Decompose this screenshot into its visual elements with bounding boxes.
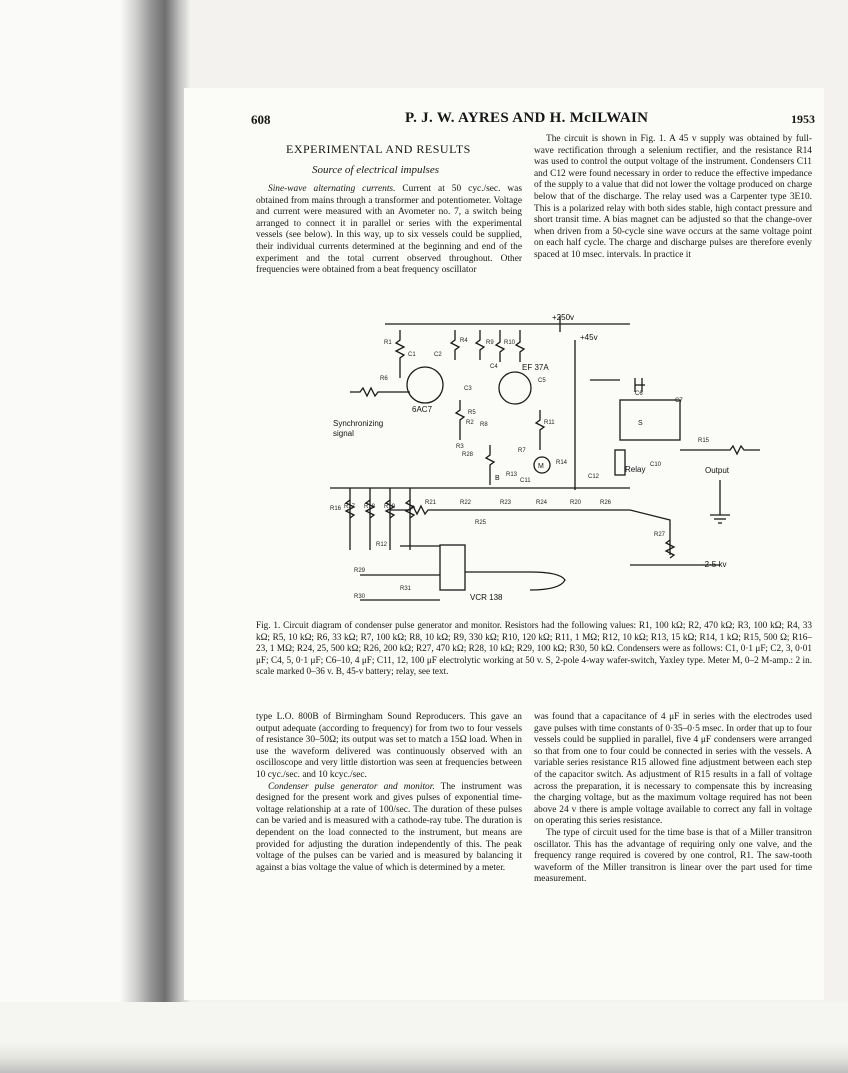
label-neg-kv: -2·5 kv [702, 560, 727, 569]
scan-left-edge [0, 0, 190, 1073]
label-r12: R12 [376, 542, 388, 548]
label-r10: R10 [504, 340, 516, 346]
label-r4: R4 [460, 338, 468, 344]
label-r25: R25 [475, 520, 487, 526]
label-r23: R23 [500, 500, 512, 506]
label-meter: M [538, 463, 544, 470]
label-r8: R8 [480, 422, 488, 428]
paragraph: The type of circuit used for the time base is that of a Miller transitron oscillator. This has the advantage of requiring only one valve, and the frequency range required is covered by one control, R1. The saw-tooth waveform of the Miller transitron is linear over the part used for time measurement. [534, 827, 812, 885]
paragraph: was found that a capacitance of 4 μF in series with the electrodes used gave pulses with time constants of 0·35–0·5 msec. In order that up to four vessels could be supplied in parallel, five 4 μF condensers were arranged so that from one to four could be connected in series with the vessels. A variable series resistance R15 allowed fine adjustment between each step of the capacitor switch. As adjustment of R15 results in a fall of voltage across the preparation, it is necessary to compensate this by increasing the charging voltage, but as the maximum voltage required has not been above 24 v there is ample voltage available to correct any fall in voltage on operating this series resistance. [534, 712, 812, 827]
paragraph-text: Current at 50 cyc./sec. was obtained from mains through a transformer and potentiometer. Voltage and current were measured with an Avometer no. 7, a switch being arranged to connect it in parallel or series with the experimental vessels (see below). In this way, up to six vessels could be supplied, their individual currents determined at the beginning and end of the experiment and the total current observed throughout. Other frequencies were obtained from a beat frequency oscillator [256, 184, 522, 276]
label-r17: R17 [344, 504, 356, 510]
subsection-title: Source of electrical impulses [312, 164, 439, 176]
label-c4: C4 [490, 364, 498, 370]
label-r18: R18 [364, 504, 376, 510]
paragraph-text: type L.O. 800B of Birmingham Sound Reproducers. This gave an output adequate (according to frequency) for from two to four vessels of resistance 30–50Ω; its output was set to match a 15Ω load. When in use the waveform delivered was continuously observed with an oscilloscope and very little distortion was seen at frequencies between 10 cyc./sec. and 10 kcyc./sec. [256, 712, 522, 780]
label-r22: R22 [460, 500, 472, 506]
paragraph-text: The instrument was designed for the present work and gives pulses of exponential time-voltage relationship at a rate of 100/sec. The duration of these pulses can be varied and is measured with a cathode-ray tube. The duration is dependent on the load connected to the instrument, but means are provided for adjusting the duration independently of this. The peak voltage of the pulses can be varied and is measured by balancing it against a bias voltage the value of which is determined by a meter. [256, 781, 522, 873]
label-r1: R1 [384, 340, 392, 346]
label-sync-2: signal [333, 429, 354, 438]
label-switch: S [638, 420, 643, 427]
left-column-top [256, 184, 522, 277]
paragraph [256, 712, 522, 782]
label-r14: R14 [556, 460, 568, 466]
label-r28: R28 [462, 452, 474, 458]
label-vcr138: VCR 138 [470, 593, 503, 602]
label-sync-1: Synchronizing [333, 419, 384, 428]
paragraph: The circuit is shown in Fig. 1. A 45 v supply was obtained by full-wave rectification through a selenium rectifier, and the resistance R14 was used to control the output voltage of the instrument. Condensers C11 and C12 were found necessary in order to reduce the effective impedance of the supply to a value that did not lower the voltage produced on charge below that of the discharge. The relay used was a Carpenter type 3E10. This is a polarized relay with both sides stable, high contact pressure and short transit time. A bias magnet can be adjusted so that the change-over when driven from a 50-cycle sine wave occurs at the same voltage point on each half cycle. The charge and discharge pulses are therefore evenly spaced at 10 msec. intervals. In practice it [534, 134, 812, 260]
paragraph [256, 184, 522, 277]
circuit-diagram [330, 310, 815, 615]
label-ef37a: EF 37A [522, 363, 549, 372]
label-r13: R13 [506, 472, 518, 478]
label-250v: +250v [552, 313, 575, 322]
label-c5: C5 [538, 378, 546, 384]
label-c7: C7 [675, 398, 683, 404]
label-r30: R30 [354, 594, 366, 600]
label-r20: R20 [570, 500, 582, 506]
label-r27: R27 [654, 532, 666, 538]
label-r3: R3 [456, 444, 464, 450]
right-column-bottom [534, 712, 812, 886]
running-header [245, 110, 815, 130]
label-r16: R16 [330, 506, 342, 512]
label-output: Output [705, 466, 730, 475]
year: 1953 [791, 112, 815, 126]
scan-bottom-edge [0, 1002, 848, 1073]
label-c2: C2 [434, 352, 442, 358]
label-c1: C1 [408, 352, 416, 358]
run-in-heading: Condenser pulse generator and monitor. [268, 781, 435, 792]
left-column-bottom [256, 712, 522, 874]
label-c12: C12 [588, 474, 600, 480]
label-c10: C10 [650, 462, 662, 468]
figure-caption: Fig. 1. Circuit diagram of condenser pulse generator and monitor. Resistors had the following values: R1, 100 kΩ; R2, 470 kΩ; R3, 100 kΩ; R4, 33 kΩ; R5, 10 kΩ; R6, 33 kΩ; R7, 100 kΩ; R8, 10 kΩ; R9, 330 kΩ; R10, 120 kΩ; R11, 1 MΩ; R12, 10 kΩ; R13, 15 kΩ; R14, 1 kΩ; R15, 500 Ω; R16–23, 1 MΩ; R24, 25, 500 kΩ; R26, 200 kΩ; R27, 470 kΩ; R28, 10 kΩ; R29, 100 kΩ; R30, 50 kΩ. Condensers were as follows: C1, 0·1 μF; C2, 3, 0·01 μF; C4, 5, 0·1 μF; C6–10, 4 μF; C11, 12, 100 μF electrolytic working at 50 v. S, 2-pole 4-way wafer-switch, Yaxley type. Meter M, 0–2 M-amp.: 2 in. scale marked 0–36 v. B, 45-v battery; relay, see text. [256, 620, 812, 676]
right-column-top [534, 134, 812, 262]
label-r19: R19 [384, 504, 396, 510]
label-6ac7: 6AC7 [412, 405, 433, 414]
label-c3: C3 [464, 386, 472, 392]
label-r24: R24 [536, 500, 548, 506]
label-r11: R11 [544, 420, 555, 426]
label-r7: R7 [518, 448, 526, 454]
run-in-heading: Sine-wave alternating currents. [268, 184, 396, 194]
label-45v: +45v [580, 333, 598, 342]
label-relay: Relay [625, 465, 646, 474]
label-r26: R26 [600, 500, 612, 506]
page-number: 608 [251, 112, 271, 127]
section-title: EXPERIMENTAL AND RESULTS [286, 142, 471, 156]
label-c11: C11 [520, 478, 531, 484]
label-r6: R6 [380, 376, 388, 382]
label-r2: R2 [466, 420, 474, 426]
label-r31: R31 [400, 586, 412, 592]
label-r5: R5 [468, 410, 476, 416]
label-r29: R29 [354, 568, 366, 574]
label-r21: R21 [425, 500, 437, 506]
author-line: P. J. W. AYRES AND H. McILWAIN [405, 110, 649, 126]
label-r15: R15 [698, 438, 710, 444]
label-battery: B [495, 475, 500, 482]
paragraph [256, 782, 522, 875]
label-c6: C6 [635, 391, 643, 397]
label-r9: R9 [486, 340, 494, 346]
